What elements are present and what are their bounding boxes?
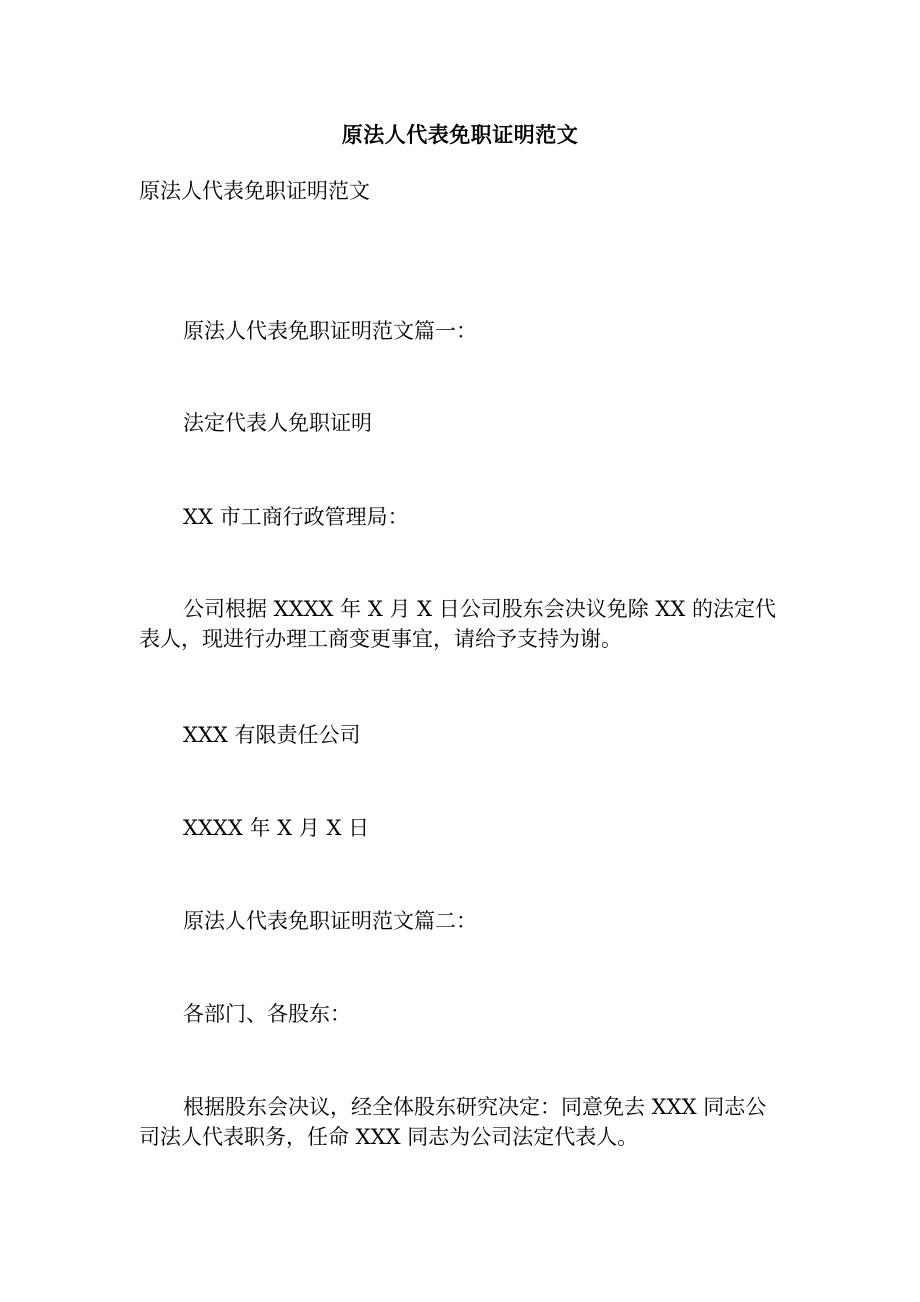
body-paragraph-one: 公司根据 XXXX 年 X 月 X 日公司股东会决议免除 XX 的法定代表人，现进行办理工商变更事宜，请给予支持为谢。: [139, 597, 777, 651]
section-heading-part-one: 原法人代表免职证明范文篇一：: [183, 319, 477, 343]
body-paragraph-two: 根据股东会决议，经全体股东研究决定：同意免去 XXX 同志公司法人代表职务，任命 XXX 同志为公司法定代表人。: [139, 1095, 767, 1149]
document-subtitle: 原法人代表免职证明范文: [139, 179, 370, 203]
recipient-line-two: 各部门、各股东：: [183, 1002, 351, 1026]
company-signature: XXX 有限责任公司: [183, 723, 361, 747]
section-heading-part-two: 原法人代表免职证明范文篇二：: [183, 909, 477, 933]
recipient-line: XX 市工商行政管理局：: [183, 505, 409, 529]
certificate-heading: 法定代表人免职证明: [183, 411, 372, 435]
date-line: XXXX 年 X 月 X 日: [183, 816, 370, 840]
document-title: 原法人代表免职证明范文: [341, 122, 579, 147]
